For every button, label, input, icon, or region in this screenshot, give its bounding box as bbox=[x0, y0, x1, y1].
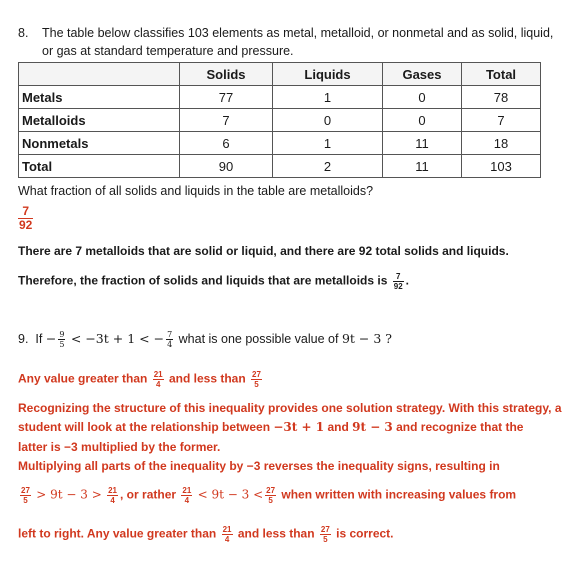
question-8-text-line1: The table below classifies 103 elements as metal, metalloid, or nonmetal and as solid, liquid, bbox=[42, 26, 554, 40]
explanation-line1: There are 7 metalloids that are solid or liquid, and there are 92 total solids and liquids. bbox=[18, 244, 509, 258]
strategy-text: left to right. Any value greater than bbox=[18, 526, 217, 541]
fraction-21-4 bbox=[153, 370, 164, 389]
inequality-middle: < −3t + 1 < − bbox=[70, 330, 165, 346]
explanation-line2 bbox=[18, 272, 409, 291]
fraction-numerator: 27 bbox=[266, 486, 276, 495]
question-9-if: If bbox=[35, 331, 43, 346]
fraction-numerator: 21 bbox=[153, 370, 163, 379]
table-header-cell: Gases bbox=[383, 63, 462, 86]
fraction-denominator: 5 bbox=[59, 340, 65, 349]
table-header-cell: Liquids bbox=[273, 63, 383, 86]
strategy-text: and less than bbox=[237, 526, 315, 541]
fraction-denominator: 92 bbox=[393, 282, 403, 291]
fraction-denominator: 4 bbox=[224, 535, 230, 544]
table-cell: 90 bbox=[180, 155, 273, 178]
table-cell: 78 bbox=[462, 86, 541, 109]
fraction-denominator: 4 bbox=[155, 380, 161, 389]
fraction-numerator: 27 bbox=[21, 486, 30, 495]
strategy-line2 bbox=[18, 420, 523, 434]
strategy-line1: Recognizing the structure of this inequality provides one solution strategy. With this strategy, a bbox=[18, 401, 562, 415]
fraction-numerator: 21 bbox=[222, 525, 232, 534]
question-9-tail: what is one possible value of bbox=[178, 331, 339, 346]
table-cell: 0 bbox=[273, 109, 383, 132]
fraction-21-4 bbox=[222, 525, 233, 544]
fraction-numerator: 7 bbox=[393, 272, 404, 282]
fraction-numerator: 27 bbox=[320, 525, 330, 534]
explanation-text: Therefore, the fraction of solids and liquids that are metalloids is bbox=[18, 273, 388, 288]
fraction-27-5 bbox=[265, 486, 276, 505]
expression-latter: 9t − 3 bbox=[352, 420, 393, 434]
table-row-label: Total bbox=[19, 155, 180, 178]
strategy-text: and bbox=[327, 420, 349, 434]
strategy-text: when written with increasing values from bbox=[281, 487, 517, 502]
table-header-cell bbox=[19, 63, 180, 86]
question-9-number: 9. bbox=[18, 331, 29, 346]
question-8-number: 8. bbox=[18, 26, 29, 40]
fraction-numerator: 21 bbox=[108, 486, 118, 495]
fraction-7-4 bbox=[166, 330, 173, 349]
strategy-line5 bbox=[18, 486, 516, 505]
table-row bbox=[19, 109, 541, 132]
fraction-denominator: 4 bbox=[167, 340, 173, 349]
fraction-numerator: 9 bbox=[59, 330, 65, 339]
table-cell: 2 bbox=[273, 155, 383, 178]
strategy-line6 bbox=[18, 525, 394, 544]
explanation-fraction bbox=[393, 272, 404, 291]
fraction-9-5 bbox=[58, 330, 65, 349]
table-cell: 11 bbox=[383, 155, 462, 178]
question-8-prompt: What fraction of all solids and liquids in the table are metalloids? bbox=[18, 184, 374, 198]
strategy-line4: Multiplying all parts of the inequality by −3 reverses the inequality signs, resulting in bbox=[18, 459, 500, 473]
fraction-denominator: 4 bbox=[184, 496, 190, 505]
question-8-text-line2: or gas at standard temperature and pressure. bbox=[42, 44, 294, 58]
table-cell: 11 bbox=[383, 132, 462, 155]
table-row-label: Nonmetals bbox=[19, 132, 180, 155]
inequality-increasing: < 9t − 3 < bbox=[197, 487, 264, 502]
table-cell: 103 bbox=[462, 155, 541, 178]
table-header-cell: Solids bbox=[180, 63, 273, 86]
fraction-21-4 bbox=[181, 486, 192, 505]
fraction-27-5 bbox=[251, 370, 262, 389]
strategy-text: , or rather bbox=[120, 487, 177, 502]
table-cell: 0 bbox=[383, 109, 462, 132]
fraction-numerator: 27 bbox=[252, 370, 261, 379]
strategy-line3: latter is −3 multiplied by the former. bbox=[18, 440, 221, 454]
strategy-text: and recognize that the bbox=[396, 420, 524, 434]
fraction-denominator: 5 bbox=[268, 496, 273, 505]
table-cell: 18 bbox=[462, 132, 541, 155]
fraction-denominator: 5 bbox=[23, 496, 28, 505]
table-row bbox=[19, 132, 541, 155]
table-cell: 1 bbox=[273, 132, 383, 155]
table-header-row bbox=[19, 63, 541, 86]
fraction-numerator: 21 bbox=[182, 486, 192, 495]
answer-numerator: 7 bbox=[18, 205, 33, 219]
explanation-period: . bbox=[405, 273, 409, 288]
table-cell: 6 bbox=[180, 132, 273, 155]
answer-line bbox=[18, 370, 264, 389]
answer-fraction bbox=[18, 205, 33, 232]
fraction-21-4 bbox=[107, 486, 118, 505]
inequality-reversed: > 9t − 3 > bbox=[36, 487, 102, 502]
fraction-27-5 bbox=[20, 486, 31, 505]
strategy-text: is correct. bbox=[336, 526, 394, 541]
element-classification-table bbox=[18, 62, 541, 178]
table-row-label: Metals bbox=[19, 86, 180, 109]
fraction-denominator: 5 bbox=[254, 380, 259, 389]
table-cell: 1 bbox=[273, 86, 383, 109]
answer-denominator: 92 bbox=[19, 218, 33, 232]
table-cell: 0 bbox=[383, 86, 462, 109]
fraction-denominator: 5 bbox=[323, 535, 328, 544]
answer-text: Any value greater than bbox=[18, 371, 148, 386]
table-cell: 7 bbox=[462, 109, 541, 132]
question-9-line bbox=[18, 330, 392, 349]
fraction-denominator: 4 bbox=[110, 496, 115, 505]
table-row bbox=[19, 155, 541, 178]
question-9-expression: 9t − 3 ? bbox=[341, 330, 392, 346]
fraction-numerator: 7 bbox=[167, 330, 173, 339]
expression-former: −3t + 1 bbox=[273, 420, 325, 434]
table-row bbox=[19, 86, 541, 109]
answer-text: and less than bbox=[168, 371, 246, 386]
table-cell: 7 bbox=[180, 109, 273, 132]
fraction-27-5 bbox=[320, 525, 331, 544]
table-cell: 77 bbox=[180, 86, 273, 109]
strategy-text: student will look at the relationship between bbox=[18, 420, 271, 434]
minus-sign: − bbox=[45, 330, 57, 346]
table-header-cell: Total bbox=[462, 63, 541, 86]
table-row-label: Metalloids bbox=[19, 109, 180, 132]
